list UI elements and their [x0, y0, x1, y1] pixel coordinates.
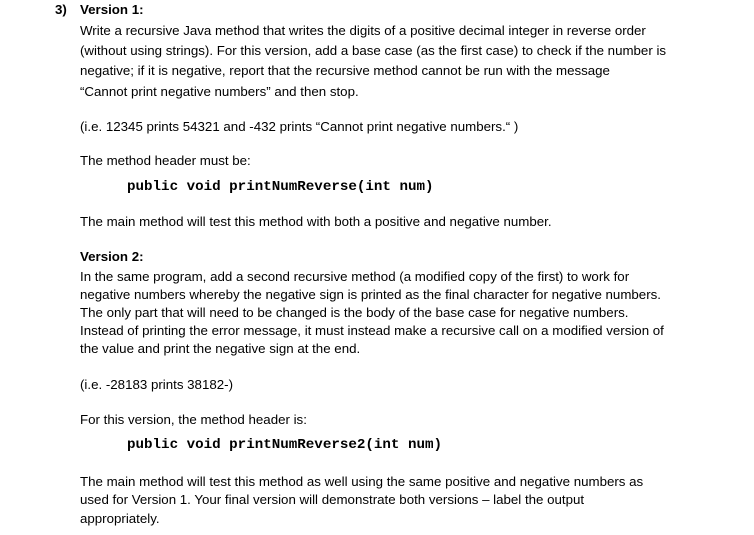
version2-paragraph-line: negative numbers whereby the negative sign is printed as the final character for negative numbers.: [80, 287, 661, 302]
version2-paragraph-line: the value and print the negative sign at the end.: [80, 341, 361, 356]
version1-paragraph-line: negative; if it is negative, report that the recursive method cannot be run with the message: [80, 63, 610, 78]
version2-paragraph-line: Instead of printing the error message, it must instead make a recursive call on a modified version of: [80, 323, 664, 338]
version2-paragraph-line: In the same program, add a second recursive method (a modified copy of the first) to work for: [80, 269, 630, 284]
version1-example: (i.e. 12345 prints 54321 and -432 prints “Cannot print negative numbers.“ ): [80, 119, 519, 134]
version1-main-note: The main method will test this method with both a positive and negative number.: [80, 214, 552, 229]
version1-paragraph-line: “Cannot print negative numbers” and then stop.: [80, 84, 359, 99]
question-number: 3): [55, 2, 67, 17]
version2-method-header-code: public void printNumReverse2(int num): [127, 437, 443, 453]
version2-main-note-line: The main method will test this method as well using the same positive and negative numbers as: [80, 474, 644, 489]
version1-header-intro: The method header must be:: [80, 153, 251, 168]
version2-main-note-line: used for Version 1. Your final version will demonstrate both versions – label the output: [80, 492, 585, 507]
version2-example: (i.e. -28183 prints 38182-): [80, 377, 233, 392]
version2-header-intro: For this version, the method header is:: [80, 412, 307, 427]
version1-heading: Version 1:: [80, 2, 144, 17]
version2-main-note-line: appropriately.: [80, 511, 160, 526]
version2-heading: Version 2:: [80, 249, 144, 264]
version1-paragraph-line: (without using strings). For this version, add a base case (as the first case) to check if the number is: [80, 43, 667, 58]
version1-paragraph-line: Write a recursive Java method that writes the digits of a positive decimal integer in reverse order: [80, 23, 646, 38]
version1-method-header-code: public void printNumReverse(int num): [127, 179, 434, 195]
version2-paragraph-line: The only part that will need to be changed is the body of the base case for negative numbers.: [80, 305, 629, 320]
